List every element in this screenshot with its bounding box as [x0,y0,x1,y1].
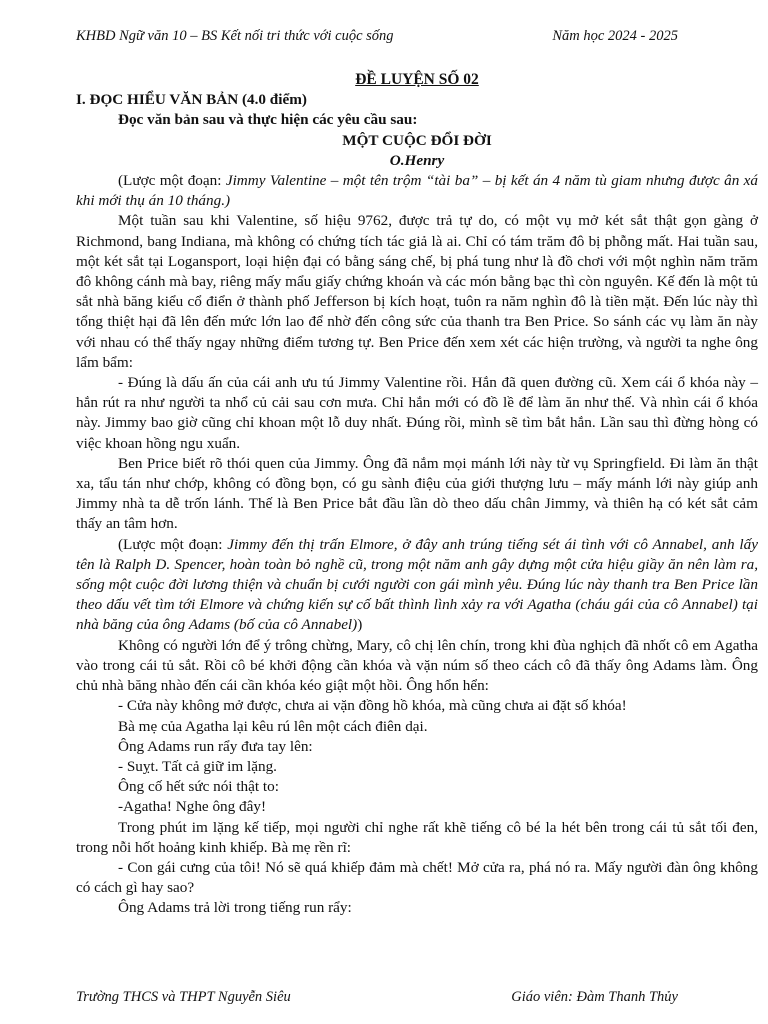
dialogue-line-4: - Suỵt. Tất cả giữ im lặng. [118,757,277,775]
page-footer [76,989,678,1006]
dialogue-line-2: Bà mẹ của Agatha lại kêu rú lên một cách điên dại. [118,717,428,735]
paragraph-d: Trong phút im lặng kế tiếp, mọi người chỉ nghe rất khẽ tiếng cô bé la hét bên trong cái tủ sắt tối đen, trong nỗi hốt hoảng kinh khiếp. Bà mẹ rền rĩ: [76,818,758,856]
summary-note-1 [76,171,758,211]
story-author: O.Henry [389,151,445,169]
exam-title: ĐỀ LUYỆN SỐ 02 [355,71,479,88]
section-heading: I. ĐỌC HIỂU VĂN BẢN (4.0 điểm) [76,91,307,109]
instruction-text: Đọc văn bản sau và thực hiện các yêu cầu sau: [118,111,418,129]
summary-2-suffix: ) [357,616,363,634]
dialogue-line-5: Ông cố hết sức nói thật to: [118,778,279,796]
paragraph-b: Ben Price biết rõ thói quen của Jimmy. Ông đã nắm mọi mánh lới này từ vụ Springfield. Đi làm ăn thật xa, tẩu tán như chớp, không có đồng bọn, có gu sành điệu của giới thượng lưu – mấy mánh lới này giúp anh Jimmy nhà ta dễ trốn lánh. Thế là Ben Price bắt đầu lần dò theo dấu chân Jimmy, và thiên hạ có két sắt cảm thấy an tâm hơn. [76,454,758,533]
summary-1-prefix: (Lược một đoạn: [118,172,226,190]
closing-line: Ông Adams trả lời trong tiếng run rẩy: [118,899,352,917]
dialogue-line-3: Ông Adams run rẩy đưa tay lên: [118,737,313,755]
dialogue-line-6: -Agatha! Nghe ông đây! [118,798,267,816]
summary-2-italic: Jimmy đến thị trấn Elmore, ở đây anh trúng tiếng sét ái tình với cô Annabel, anh lấy tên là Ralph D. Spencer, hoàn toàn bỏ nghề cũ, trong một năm anh gây dựng một cửa hiệu giầy ăn nên làm ra, sống một cuộc đời lương thiện và chuẩn bị cưới người con gái mình yêu. Đúng lúc này thanh tra Ben Price lần theo dấu vết tìm tới Elmore và chứng kiến sự cố bất thình lình xảy ra với Agatha (cháu gái của cô Annabel) tại nhà băng của ông Adams (bố của cô Annabel) [76,535,758,634]
quote-1-text: - Đúng là dấu ấn của cái anh ưu tú Jimmy Valentine rồi. Hắn đã quen đường cũ. Xem cái ổ khóa này – hắn rút ra như người ta nhổ củ cải sau cơn mưa. Chỉ hắn mới có đồ lề để làm ăn như thế. Và nhìn cái ổ khóa này. Jimmy bao giờ cũng chỉ khoan một lỗ duy nhất. Đúng rồi, mình sẽ tìm bắt hắn. Lần sau thì đừng hòng có việc khoan hồng ngu xuẩn. [76,374,758,452]
page-header [76,28,678,45]
paragraph-a: Một tuần sau khi Valentine, số hiệu 9762, được trả tự do, có một vụ mở két sắt thật gọn gàng ở Richmond, bang Indiana, mà không có chứng tích tác giả là ai. Chỉ có tám trăm đô bị phỗng mất. Hai tuần sau, một két sắt tại Logansport, loại hiện đại có bằng sáng chế, bị phá tung như là đồ chơi với một nghìn năm trăm đô không cánh mà bay, riêng mấy mẩu giấy chứng khoán và các món bằng bạc thì còn nguyên. Kế đến là một tủ sắt nhà băng kiểu cổ điển ở thành phố Jefferson bị kích hoạt, tuôn ra năm nghìn đô là tiền mặt. Đến lúc này thì tổng thiệt hại đã lên đến mức lớn lao để nhờ đến công sức của thanh tra Ben Price. So sánh các vụ làm ăn này với nhau có thể thấy ngay những điểm tương tự. Ben Price đến xem xét các hiện trường, và người ta nghe ông lẩm bẩm: [76,212,758,371]
quote-2: - Con gái cưng của tôi! Nó sẽ quá khiếp đảm mà chết! Mở cửa ra, phá nó ra. Mấy người đàn ông không có cách gì hay sao? [76,858,758,897]
footer-left-text: Trường THCS và THPT Nguyễn Siêu [76,989,291,1005]
quote-1 [76,373,758,454]
document-body [76,69,758,919]
paragraph-c: Không có người lớn để ý trông chừng, Mary, cô chị lên chín, trong khi đùa nghịch đã nhốt cô em Agatha vào trong cái tủ sắt. Rồi cô bé khởi động cần khóa và vặn núm số theo cách cô đã thấy ông Adams làm. Ông chủ nhà băng nhào đến cái cần khóa kéo giật một hồi. Ông hổn hển: [76,636,758,695]
dialogue-line-1: - Cửa này không mở được, chưa ai vặn đồng hồ khóa, mà cũng chưa ai đặt số khóa! [118,697,627,715]
summary-2-prefix: (Lược một đoạn: [118,535,228,553]
footer-right-text: Giáo viên: Đàm Thanh Thủy [511,989,678,1005]
summary-note-2 [76,535,758,636]
header-left-text: KHBD Ngữ văn 10 – BS Kết nối tri thức với cuộc sống [76,28,394,44]
header-right-text: Năm học 2024 - 2025 [552,28,678,44]
summary-1-italic: Jimmy Valentine – một tên trộm “tài ba” – bị kết án 4 năm tù giam nhưng được ân xá khi mới thụ án 10 tháng.) [76,172,758,210]
story-title: MỘT CUỘC ĐỔI ĐỜI [342,131,492,149]
